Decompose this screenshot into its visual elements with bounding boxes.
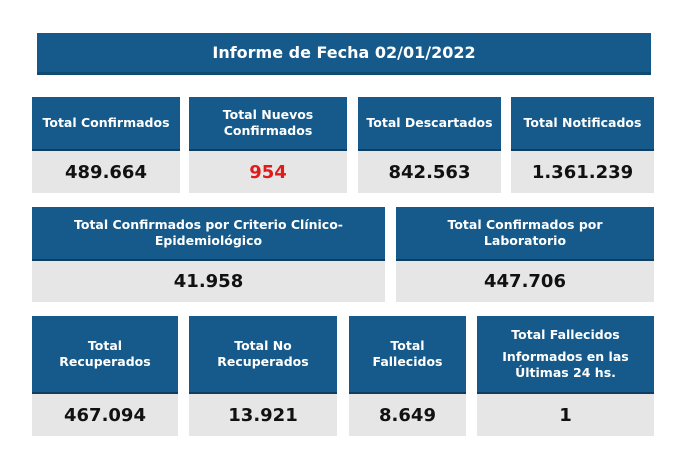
card-label: Total Nuevos Confirmados	[189, 97, 347, 151]
card-value: 954	[189, 151, 347, 193]
card-label: Total Confirmados	[32, 97, 180, 151]
card-label-line1: Total Fallecidos	[511, 327, 620, 342]
card-label	[477, 316, 654, 394]
report-title: Informe de Fecha 02/01/2022	[37, 33, 651, 75]
card-label: Total Notificados	[511, 97, 654, 151]
card-total-no-recuperados	[189, 316, 337, 436]
card-total-fallecidos	[349, 316, 466, 436]
card-value: 1.361.239	[511, 151, 654, 193]
card-value: 447.706	[396, 261, 654, 302]
card-value: 13.921	[189, 394, 337, 436]
card-total-nuevos-confirmados	[189, 97, 347, 193]
card-label: Total Confirmados por Criterio Clínico-Epidemiológico	[32, 207, 385, 261]
card-label: Total No Recuperados	[189, 316, 337, 394]
card-label-line2: Informados en las Últimas 24 hs.	[502, 349, 629, 380]
card-value: 842.563	[358, 151, 501, 193]
card-total-notificados	[511, 97, 654, 193]
card-confirmados-laboratorio	[396, 207, 654, 302]
card-value: 8.649	[349, 394, 466, 436]
card-total-recuperados	[32, 316, 178, 436]
card-label: Total Confirmados por Laboratorio	[396, 207, 654, 261]
card-label: Total Descartados	[358, 97, 501, 151]
card-label: Total Fallecidos	[349, 316, 466, 394]
card-value: 467.094	[32, 394, 178, 436]
card-total-confirmados	[32, 97, 180, 193]
card-total-descartados	[358, 97, 501, 193]
card-value: 41.958	[32, 261, 385, 302]
card-confirmados-criterio-clinico	[32, 207, 385, 302]
card-fallecidos-ultimas-24hs	[477, 316, 654, 436]
card-value: 489.664	[32, 151, 180, 193]
card-label: Total Recuperados	[32, 316, 178, 394]
card-value: 1	[477, 394, 654, 436]
